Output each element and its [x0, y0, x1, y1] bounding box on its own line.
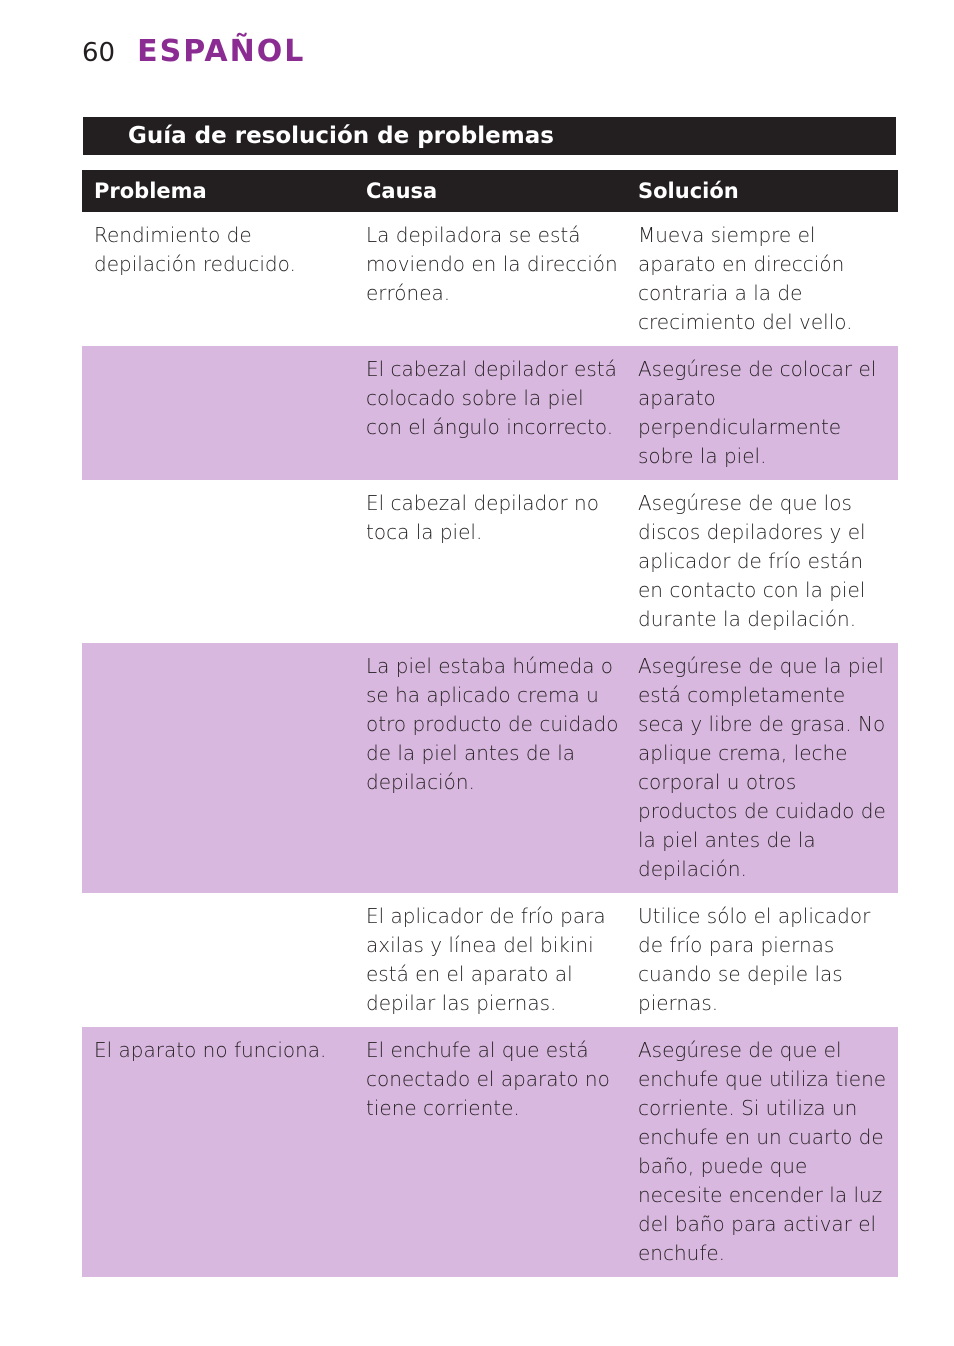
cause-cell: La piel estaba húmeda o se ha aplicado crema u otro producto de cuidado de la piel antes de la depilación. — [354, 643, 626, 893]
cause-cell: El cabezal depilador está colocado sobre la piel con el ángulo incorrecto. — [354, 346, 626, 480]
page-header — [82, 34, 305, 74]
cause-cell: El enchufe al que está conectado el aparato no tiene corriente. — [354, 1027, 626, 1277]
section-title: Guía de resolución de problemas — [83, 117, 896, 155]
table-row — [82, 346, 898, 480]
table-row — [82, 480, 898, 643]
cause-cell: El cabezal depilador no toca la piel. — [366, 491, 599, 544]
solution-cell: Asegúrese de que el enchufe que utiliza tiene corriente. Si utiliza un enchufe en un cuarto de baño, puede que necesite encender la luz del baño para activar el enchufe. — [626, 1027, 898, 1277]
language-heading: ESPAÑOL — [137, 34, 306, 69]
page-number: 60 — [82, 38, 116, 68]
solution-cell: Utilice sólo el aplicador de frío para piernas cuando se depile las piernas. — [638, 904, 871, 1015]
cause-cell: El aplicador de frío para axilas y línea del bikini está en el aparato al depilar las piernas. — [366, 904, 606, 1015]
problem-cell — [82, 480, 354, 643]
table-row — [82, 1027, 898, 1277]
table-row — [82, 893, 898, 1027]
cause-cell: La depiladora se está moviendo en la dirección errónea. — [366, 223, 618, 305]
problem-cell: El aparato no funciona. — [82, 1027, 354, 1277]
solution-cell: Asegúrese de que la piel está completamente seca y libre de grasa. No aplique crema, leche corporal u otros productos de cuidado de la piel antes de la depilación. — [626, 643, 898, 893]
solution-cell: Mueva siempre el aparato en dirección contraria a la de crecimiento del vello. — [638, 223, 853, 334]
solution-cell: Asegúrese de que los discos depiladores y el aplicador de frío están en contacto con la piel durante la depilación. — [638, 491, 866, 631]
column-header-problem: Problema — [82, 170, 354, 212]
column-header-cause: Causa — [354, 170, 626, 212]
troubleshooting-table — [82, 170, 898, 1277]
problem-cell — [82, 346, 354, 480]
problem-cell — [82, 643, 354, 893]
table-row — [82, 643, 898, 893]
table-row — [82, 212, 898, 346]
solution-cell: Asegúrese de colocar el aparato perpendicularmente sobre la piel. — [626, 346, 898, 480]
problem-cell — [82, 893, 354, 1027]
column-header-solution: Solución — [626, 170, 898, 212]
problem-cell: Rendimiento de depilación reducido. — [94, 223, 296, 276]
table-header-row — [82, 170, 898, 212]
